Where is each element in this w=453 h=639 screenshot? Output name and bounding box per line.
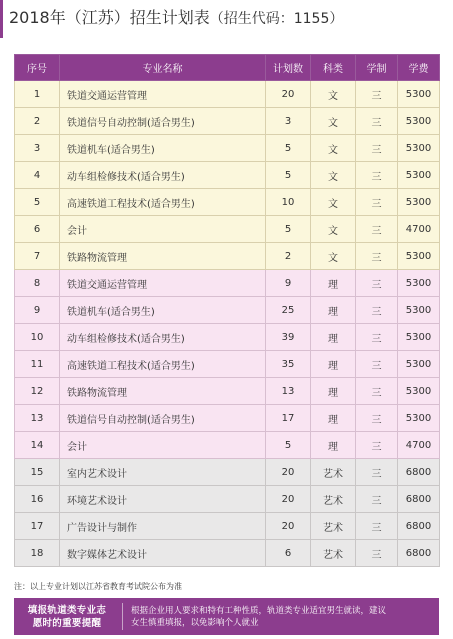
- cell-major-name: 会计: [60, 216, 266, 243]
- cell-subject-type: 理: [311, 405, 356, 432]
- cell-no: 12: [15, 378, 60, 405]
- cell-major-name: 室内艺术设计: [60, 459, 266, 486]
- cell-plan-count: 17: [266, 405, 311, 432]
- title-subtitle: （招生代码：1155）: [209, 11, 344, 27]
- cell-subject-type: 艺术: [311, 486, 356, 513]
- reminder-banner: [14, 598, 439, 635]
- cell-subject-type: 文: [311, 108, 356, 135]
- cell-no: 15: [15, 459, 60, 486]
- column-header-fee: 学费: [398, 55, 440, 81]
- title-accent-bar: [0, 0, 3, 38]
- cell-major-name: 高速铁道工程技术(适合男生): [60, 189, 266, 216]
- cell-no: 13: [15, 405, 60, 432]
- table-row: [15, 459, 440, 486]
- cell-duration: 三: [356, 216, 398, 243]
- cell-major-name: 动车组检修技术(适合男生): [60, 324, 266, 351]
- table-row: [15, 432, 440, 459]
- table-row: [15, 486, 440, 513]
- cell-major-name: 环境艺术设计: [60, 486, 266, 513]
- cell-duration: 三: [356, 540, 398, 567]
- cell-subject-type: 文: [311, 189, 356, 216]
- cell-major-name: 铁道机车(适合男生): [60, 297, 266, 324]
- cell-subject-type: 文: [311, 216, 356, 243]
- cell-subject-type: 文: [311, 243, 356, 270]
- cell-subject-type: 理: [311, 378, 356, 405]
- cell-tuition: 5300: [398, 189, 440, 216]
- title-main: 2018年（江苏）招生计划表: [9, 8, 210, 27]
- cell-plan-count: 20: [266, 459, 311, 486]
- reminder-heading-line2: 愿时的重要提醒: [32, 617, 102, 629]
- cell-tuition: 5300: [398, 351, 440, 378]
- cell-subject-type: 文: [311, 135, 356, 162]
- cell-duration: 三: [356, 162, 398, 189]
- table-note: 注：以上专业计划以江苏省教育考试院公布为准: [14, 582, 182, 591]
- table-row: [15, 81, 440, 108]
- cell-duration: 三: [356, 270, 398, 297]
- page-title: [9, 5, 343, 31]
- cell-plan-count: 3: [266, 108, 311, 135]
- cell-tuition: 6800: [398, 513, 440, 540]
- cell-major-name: 铁道交通运营管理: [60, 270, 266, 297]
- cell-duration: 三: [356, 189, 398, 216]
- cell-plan-count: 20: [266, 513, 311, 540]
- table-row: [15, 324, 440, 351]
- cell-no: 7: [15, 243, 60, 270]
- cell-no: 10: [15, 324, 60, 351]
- cell-subject-type: 文: [311, 162, 356, 189]
- cell-major-name: 铁路物流管理: [60, 378, 266, 405]
- cell-no: 5: [15, 189, 60, 216]
- cell-no: 1: [15, 81, 60, 108]
- table-row: [15, 189, 440, 216]
- cell-no: 2: [15, 108, 60, 135]
- cell-subject-type: 理: [311, 297, 356, 324]
- column-header-no: 序号: [15, 55, 60, 81]
- cell-tuition: 5300: [398, 108, 440, 135]
- cell-major-name: 铁道信号自动控制(适合男生): [60, 108, 266, 135]
- cell-plan-count: 20: [266, 486, 311, 513]
- reminder-heading-line1: 填报轨道类专业志: [27, 604, 107, 616]
- cell-duration: 三: [356, 297, 398, 324]
- cell-major-name: 铁道机车(适合男生): [60, 135, 266, 162]
- cell-major-name: 铁道信号自动控制(适合男生): [60, 405, 266, 432]
- reminder-text-line1: 根据企业用人要求和特有工种性质，轨道类专业适宜男生就读，建议: [131, 605, 387, 616]
- cell-no: 16: [15, 486, 60, 513]
- table-body: [15, 81, 440, 567]
- cell-no: 17: [15, 513, 60, 540]
- table-row: [15, 540, 440, 567]
- cell-duration: 三: [356, 81, 398, 108]
- cell-no: 4: [15, 162, 60, 189]
- cell-subject-type: 艺术: [311, 459, 356, 486]
- table-row: [15, 378, 440, 405]
- cell-duration: 三: [356, 459, 398, 486]
- cell-major-name: 动车组检修技术(适合男生): [60, 162, 266, 189]
- cell-no: 18: [15, 540, 60, 567]
- cell-major-name: 会计: [60, 432, 266, 459]
- table-row: [15, 108, 440, 135]
- cell-tuition: 6800: [398, 486, 440, 513]
- cell-subject-type: 理: [311, 432, 356, 459]
- cell-duration: 三: [356, 324, 398, 351]
- cell-plan-count: 10: [266, 189, 311, 216]
- cell-no: 9: [15, 297, 60, 324]
- cell-major-name: 广告设计与制作: [60, 513, 266, 540]
- cell-no: 11: [15, 351, 60, 378]
- cell-tuition: 4700: [398, 432, 440, 459]
- cell-tuition: 5300: [398, 81, 440, 108]
- cell-plan-count: 5: [266, 216, 311, 243]
- cell-plan-count: 25: [266, 297, 311, 324]
- table-row: [15, 297, 440, 324]
- cell-major-name: 数字媒体艺术设计: [60, 540, 266, 567]
- cell-subject-type: 文: [311, 81, 356, 108]
- table-row: [15, 243, 440, 270]
- cell-plan-count: 13: [266, 378, 311, 405]
- cell-duration: 三: [356, 378, 398, 405]
- cell-tuition: 6800: [398, 459, 440, 486]
- cell-subject-type: 理: [311, 351, 356, 378]
- column-header-years: 学制: [356, 55, 398, 81]
- cell-no: 14: [15, 432, 60, 459]
- cell-plan-count: 35: [266, 351, 311, 378]
- cell-major-name: 铁道交通运营管理: [60, 81, 266, 108]
- cell-plan-count: 39: [266, 324, 311, 351]
- cell-tuition: 5300: [398, 378, 440, 405]
- cell-duration: 三: [356, 405, 398, 432]
- cell-tuition: 4700: [398, 216, 440, 243]
- cell-tuition: 5300: [398, 135, 440, 162]
- cell-tuition: 5300: [398, 243, 440, 270]
- cell-plan-count: 20: [266, 81, 311, 108]
- cell-duration: 三: [356, 108, 398, 135]
- cell-duration: 三: [356, 243, 398, 270]
- column-header-type: 科类: [311, 55, 356, 81]
- cell-plan-count: 5: [266, 162, 311, 189]
- table-header-row: [15, 55, 440, 81]
- cell-plan-count: 6: [266, 540, 311, 567]
- cell-duration: 三: [356, 351, 398, 378]
- cell-subject-type: 理: [311, 270, 356, 297]
- reminder-divider: [122, 603, 123, 630]
- cell-plan-count: 5: [266, 135, 311, 162]
- cell-tuition: 5300: [398, 162, 440, 189]
- cell-no: 8: [15, 270, 60, 297]
- cell-duration: 三: [356, 513, 398, 540]
- cell-tuition: 5300: [398, 324, 440, 351]
- table-row: [15, 513, 440, 540]
- table-row: [15, 405, 440, 432]
- cell-tuition: 5300: [398, 270, 440, 297]
- cell-plan-count: 9: [266, 270, 311, 297]
- cell-subject-type: 艺术: [311, 513, 356, 540]
- cell-plan-count: 5: [266, 432, 311, 459]
- enrollment-plan-table: [14, 54, 440, 567]
- cell-tuition: 5300: [398, 297, 440, 324]
- cell-major-name: 高速铁道工程技术(适合男生): [60, 351, 266, 378]
- cell-duration: 三: [356, 135, 398, 162]
- cell-duration: 三: [356, 486, 398, 513]
- table-row: [15, 135, 440, 162]
- table-row: [15, 216, 440, 243]
- table-row: [15, 270, 440, 297]
- cell-no: 3: [15, 135, 60, 162]
- column-header-major: 专业名称: [60, 55, 266, 81]
- cell-tuition: 5300: [398, 405, 440, 432]
- reminder-text-line2: 女生慎重填报，以免影响个人就业: [131, 617, 259, 628]
- table-row: [15, 162, 440, 189]
- cell-plan-count: 2: [266, 243, 311, 270]
- column-header-plan: 计划数: [266, 55, 311, 81]
- cell-subject-type: 理: [311, 324, 356, 351]
- table-row: [15, 351, 440, 378]
- cell-subject-type: 艺术: [311, 540, 356, 567]
- reminder-heading: [14, 598, 120, 635]
- reminder-text: [131, 598, 435, 635]
- cell-major-name: 铁路物流管理: [60, 243, 266, 270]
- cell-no: 6: [15, 216, 60, 243]
- cell-tuition: 6800: [398, 540, 440, 567]
- cell-duration: 三: [356, 432, 398, 459]
